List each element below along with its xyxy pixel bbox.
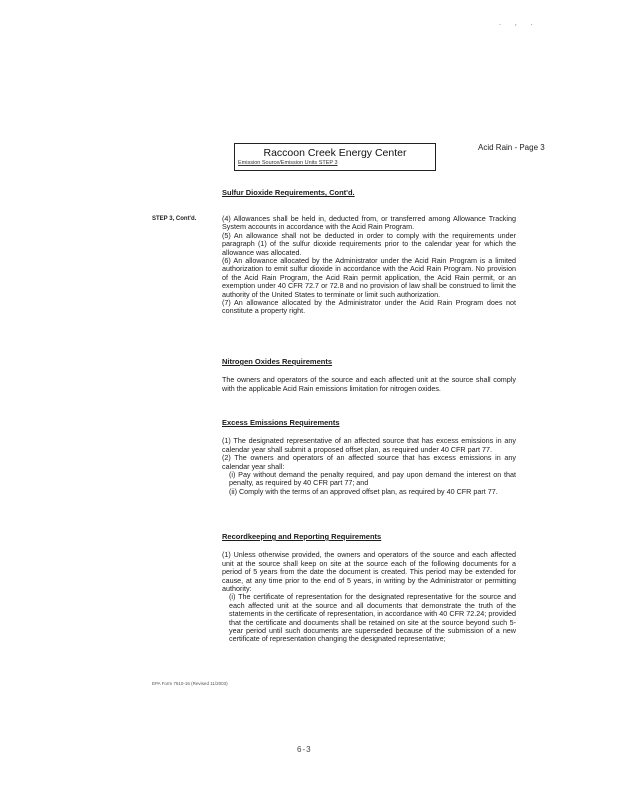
- excess-section: [222, 419, 516, 496]
- recordkeeping-section: [222, 533, 516, 644]
- scan-speck: . , .: [499, 20, 539, 27]
- so2-paragraph-7: (7) An allowance allocated by the Administrator under the Acid Rain Program does not constitute a property right.: [222, 298, 516, 316]
- step-label: STEP 3, Cont'd.: [152, 216, 197, 222]
- excess-paragraph-2ii: (ii) Comply with the terms of an approved offset plan, as required by 40 CFR part 77.: [229, 486, 498, 496]
- nox-heading: Nitrogen Oxides Requirements: [222, 357, 333, 366]
- facility-subtitle: Emission Source/Emission Units STEP 3: [238, 160, 338, 166]
- so2-paragraph-4: (4) Allowances shall be held in, deducted from, or transferred among Allowance Tracking System accounts in accordance with the Acid Rain Program.: [222, 214, 516, 232]
- facility-name: Raccoon Creek Energy Center: [263, 147, 407, 159]
- nox-section: [222, 358, 516, 393]
- so2-heading: Sulfur Dioxide Requirements, Cont'd.: [222, 188, 355, 197]
- page-reference: Acid Rain - Page 3: [478, 143, 545, 152]
- nox-paragraph: The owners and operators of the source and each affected unit at the source shall comply with the applicable Acid Rain emissions limitation for nitrogen oxides.: [222, 375, 516, 393]
- excess-paragraph-2i: (i) Pay without demand the penalty required, and pay upon demand the interest on that penalty, as required by 40 CFR part 77; and: [229, 470, 516, 488]
- recordkeeping-heading: Recordkeeping and Reporting Requirements: [222, 532, 382, 541]
- recordkeeping-paragraph-1: (1) Unless otherwise provided, the owners and operators of the source and each affected unit at the source shall keep on site at the source each of the following documents for a period of 5 years from the date the document is created. This period may be extended for cause, at any time prior to the end of 5 years, in writing by the Administrator or permitting authority:: [222, 550, 516, 594]
- facility-title-box: [234, 143, 436, 170]
- recordkeeping-paragraph-1i: (i) The certificate of representation for the designated representative for the source and each affected unit at the source and all documents that demonstrate the truth of the statements in the certificate of representation, in accordance with 40 CFR 72.24; provided that the certificate and documents shall be retained on site at the source beyond such 5-year period until such documents are superseded because of the submission of a new certificate of representation changing the designated representative;: [229, 592, 516, 644]
- excess-paragraph-2: (2) The owners and operators of an affected source that has excess emissions in any calendar year shall:: [222, 453, 516, 471]
- page-number: 6-3: [297, 745, 312, 754]
- so2-section: [222, 215, 516, 316]
- excess-heading: Excess Emissions Requirements: [222, 418, 340, 427]
- title-underline: [234, 170, 436, 171]
- excess-paragraph-1: (1) The designated representative of an affected source that has excess emissions in any calendar year shall submit a proposed offset plan, as required under 40 CFR part 77.: [222, 436, 516, 454]
- so2-heading-block: [222, 189, 516, 197]
- form-id: EPA Form 7610-16 (Revised 11/2003): [152, 681, 228, 686]
- so2-paragraph-6: (6) An allowance allocated by the Administrator under the Acid Rain Program is a limited authorization to emit sulfur dioxide in accordance with the Acid Rain Program. No provision of the Acid Rain Program, the Acid Rain permit application, the Acid Rain permit, or an exemption under 40 CFR 72.7 or 72.8 and no provision of law shall be construed to limit the authority of the United States to terminate or limit such authorization.: [222, 256, 516, 299]
- so2-paragraph-5: (5) An allowance shall not be deducted in order to comply with the requirements under paragraph (1) of the sulfur dioxide requirements prior to the calendar year for which the allowance was allocated.: [222, 230, 516, 257]
